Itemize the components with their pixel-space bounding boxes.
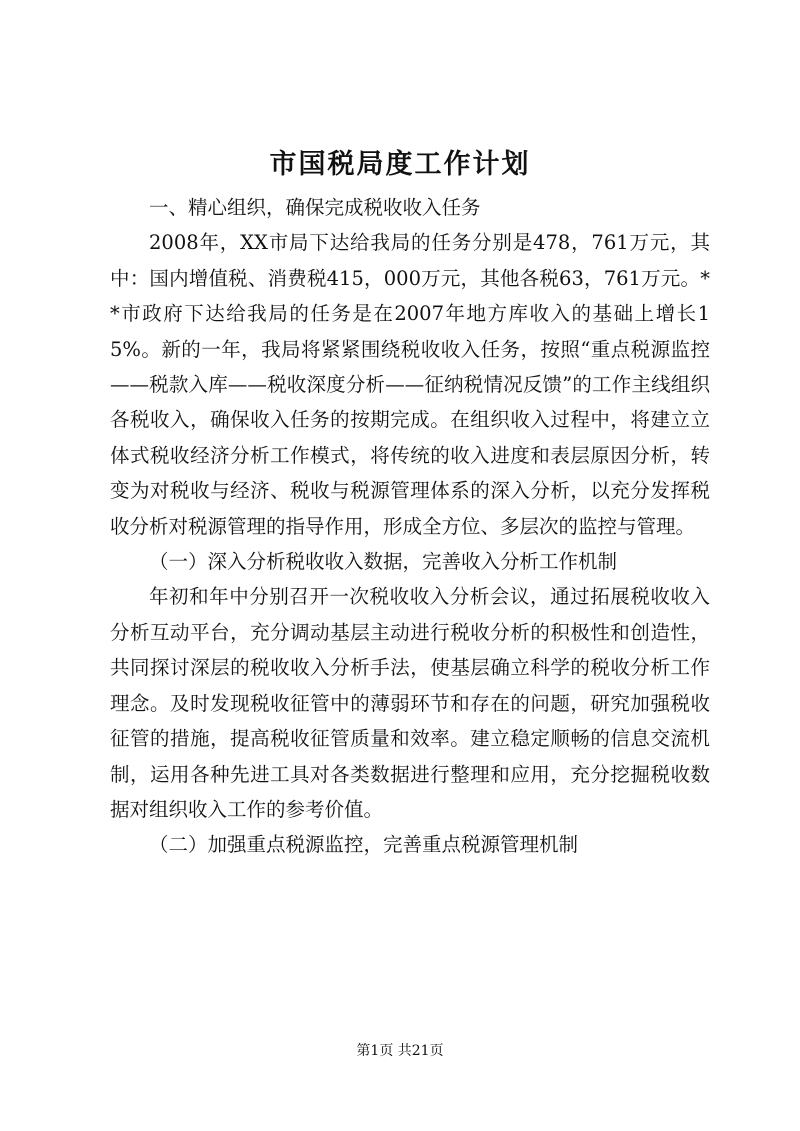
document-body xyxy=(110,190,710,863)
paragraph-2: 年初和年中分别召开一次税收收入分析会议，通过拓展税收收入分析互动平台，充分调动基层主动进行税收分析的积极性和创造性，共同探讨深层的税收收入分析手法，使基层确立科学的税收分析工作理念。及时发现税收征管中的薄弱环节和存在的问题，研究加强税收征管的措施，提高税收征管质量和效率。建立稳定顺畅的信息交流机制，运用各种先进工具对各类数据进行整理和应用，充分挖掘税收数据对组织收入工作的参考价值。 xyxy=(110,585,710,821)
page-number-footer: 第1页 共21页 xyxy=(356,1043,444,1059)
section-heading-2: （一）深入分析税收收入数据，完善收入分析工作机制 xyxy=(149,550,618,574)
section-heading-1: 一、精心组织，确保完成税收收入任务 xyxy=(149,196,481,219)
paragraph-1: 2008年，XX市局下达给我局的任务分别是478，761万元，其中：国内增值税、消费税415，000万元，其他各税63，761万元。**市政府下达给我局的任务是在2007年地方库收入的基础上增长15%。新的一年，我局将紧紧围绕税收收入任务，按照“重点税源监控——税款入库——税收深度分析——征纳税情况反馈”的工作主线组织各税收入，确保收入任务的按期完成。在组织收入过程中，将建立立体式税收经济分析工作模式，将传统的收入进度和表层原因分析，转变为对税收与经济、税收与税源管理体系的深入分析，以充分发挥税收分析对税源管理的指导作用，形成全方位、多层次的监控与管理。 xyxy=(110,231,710,538)
document-title: 市国税局度工作计划 xyxy=(269,149,531,180)
section-heading-3: （二）加强重点税源监控，完善重点税源管理机制 xyxy=(149,833,579,857)
